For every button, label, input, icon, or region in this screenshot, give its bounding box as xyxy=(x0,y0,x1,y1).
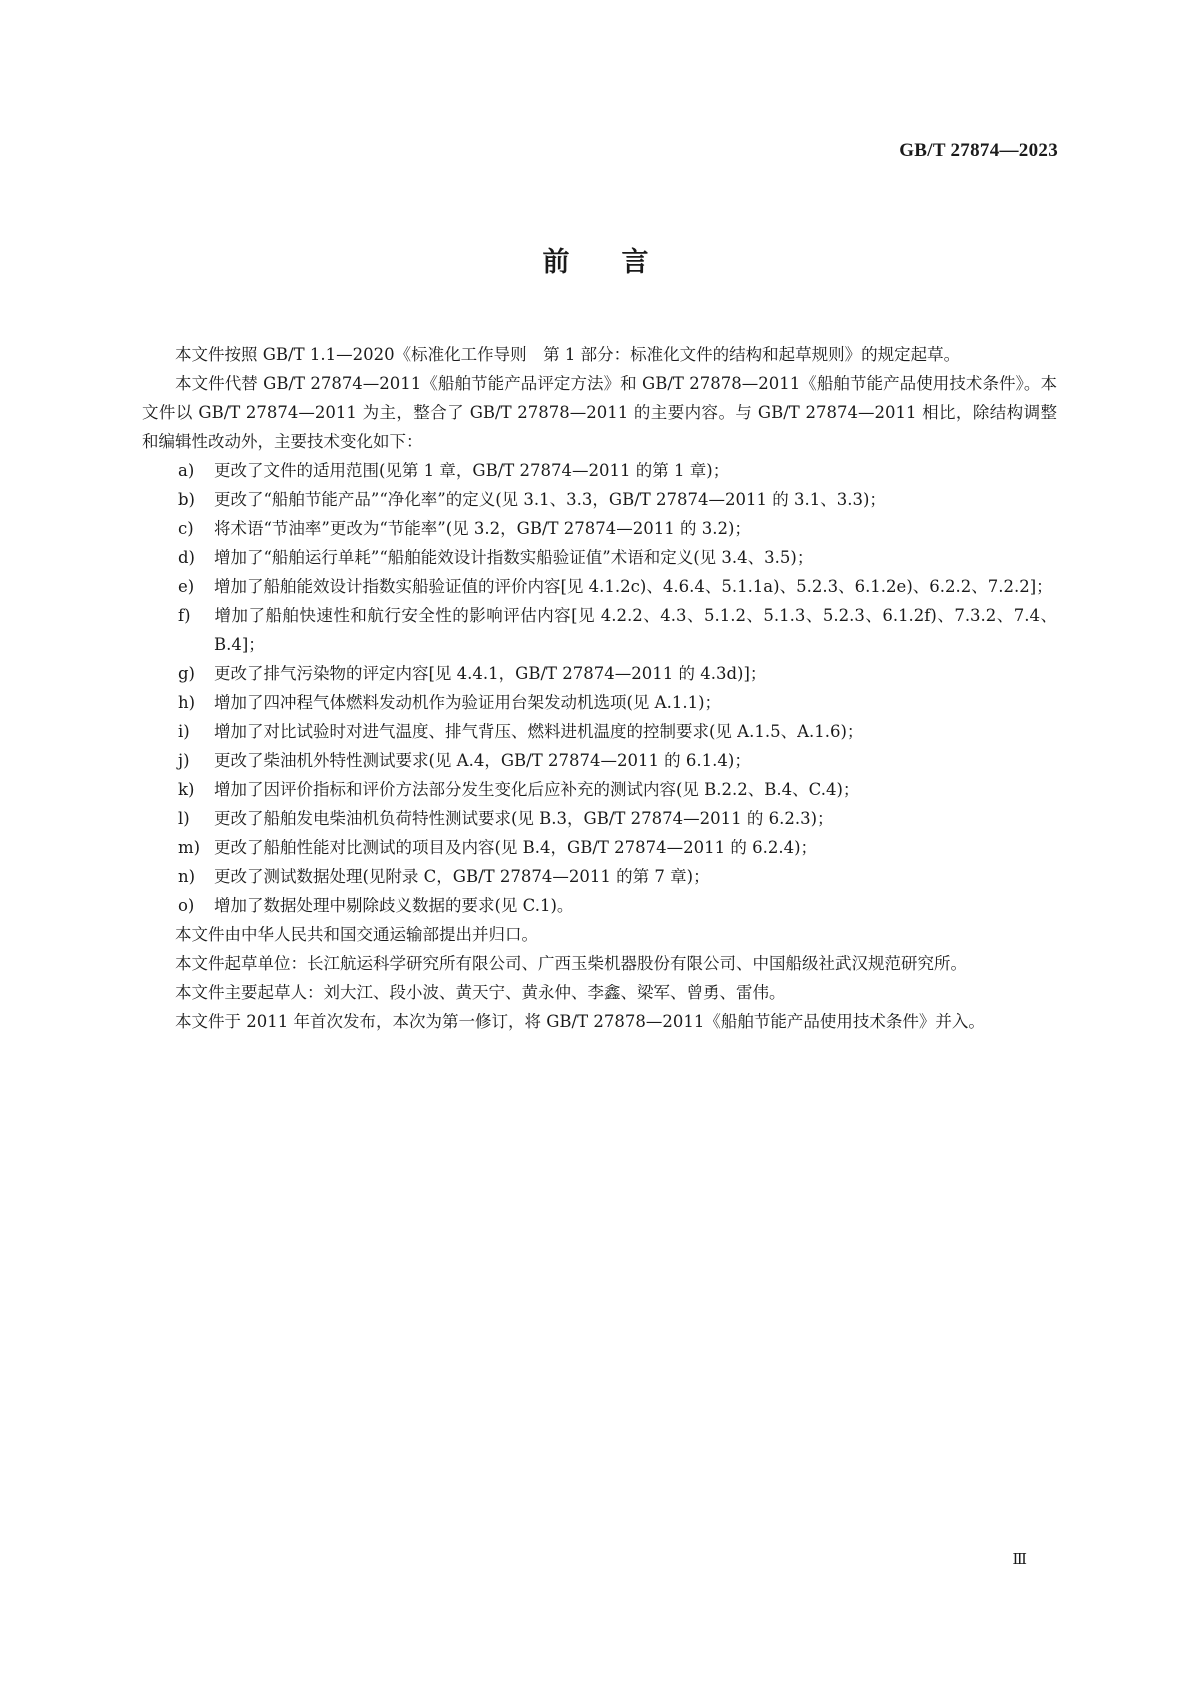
list-item xyxy=(142,833,1057,862)
list-item-text: 更改了“船舶节能产品”“净化率”的定义(见 3.1、3.3，GB/T 27874—2011 的 3.1、3.3)； xyxy=(214,490,886,509)
list-item-text: 增加了四冲程气体燃料发动机作为验证用台架发动机选项(见 A.1.1)； xyxy=(214,693,722,712)
list-item xyxy=(142,688,1057,717)
list-item xyxy=(142,746,1057,775)
list-item-tag: b) xyxy=(178,490,195,509)
list-item xyxy=(142,572,1057,601)
list-item-tag: j) xyxy=(178,751,190,770)
list-item-tag: d) xyxy=(178,548,195,567)
list-item xyxy=(142,659,1057,688)
list-item-text: 增加了因评价指标和评价方法部分发生变化后应补充的测试内容(见 B.2.2、B.4、C.4)； xyxy=(214,780,860,799)
list-item-text: 增加了对比试验时对进气温度、排气背压、燃料进机温度的控制要求(见 A.1.5、A.1.6)； xyxy=(214,722,864,741)
list-item-tag: l) xyxy=(178,809,190,828)
list-item xyxy=(142,891,1057,920)
list-item xyxy=(142,543,1057,572)
list-item-tag: i) xyxy=(178,722,190,741)
list-item-tag: e) xyxy=(178,577,195,596)
document-body xyxy=(142,340,1057,1036)
list-item-tag: a) xyxy=(178,461,195,480)
list-item-tag: o) xyxy=(178,896,195,915)
list-item xyxy=(142,601,1057,659)
intro-paragraph-2: 本文件代替 GB/T 27874—2011《船舶节能产品评定方法》和 GB/T 27878—2011《船舶节能产品使用技术条件》。本文件以 GB/T 27874—2011 为主，整合了 GB/T 27878—2011 的主要内容。与 GB/T 27874—2011 相比，除结构调整和编辑性改动外，主要技术变化如下： xyxy=(142,374,1057,451)
page-number: Ⅲ xyxy=(1012,1550,1027,1568)
list-item-text: 更改了文件的适用范围(见第 1 章，GB/T 27874—2011 的第 1 章)； xyxy=(214,461,730,480)
list-item-text: 增加了船舶快速性和航行安全性的影响评估内容[见 4.2.2、4.3、5.1.2、5.1.3、5.2.3、6.1.2f)、7.3.2、7.4、B.4]； xyxy=(214,606,1057,654)
list-item-tag: n) xyxy=(178,867,196,886)
list-item-tag: m) xyxy=(178,838,201,857)
document-id: GB/T 27874—2023 xyxy=(899,140,1058,161)
list-item-tag: f) xyxy=(178,606,191,625)
drafting-units-paragraph: 本文件起草单位：长江航运科学研究所有限公司、广西玉柴机器股份有限公司、中国船级社武汉规范研究所。 xyxy=(175,954,967,973)
list-item-tag: g) xyxy=(178,664,195,683)
intro-paragraph-1: 本文件按照 GB/T 1.1—2020《标准化工作导则 第 1 部分：标准化文件的结构和起草规则》的规定起草。 xyxy=(175,345,961,364)
list-item-text: 将术语“节油率”更改为“节能率”(见 3.2，GB/T 27874—2011 的 3.2)； xyxy=(214,519,751,538)
list-item-text: 更改了测试数据处理(见附录 C，GB/T 27874—2011 的第 7 章)； xyxy=(214,867,710,886)
list-item-text: 更改了船舶发电柴油机负荷特性测试要求(见 B.3，GB/T 27874—2011 的 6.2.3)； xyxy=(214,809,834,828)
drafters-paragraph: 本文件主要起草人：刘大江、段小波、黄天宁、黄永仲、李鑫、梁军、曾勇、雷伟。 xyxy=(175,983,786,1002)
list-item-tag: h) xyxy=(178,693,196,712)
list-item-text: 更改了船舶性能对比测试的项目及内容(见 B.4，GB/T 27874—2011 的 6.2.4)； xyxy=(214,838,818,857)
list-item xyxy=(142,485,1057,514)
list-item xyxy=(142,514,1057,543)
page-title: 前言 xyxy=(542,247,701,278)
list-item-tag: c) xyxy=(178,519,194,538)
list-item-text: 增加了数据处理中剔除歧义数据的要求(见 C.1)。 xyxy=(214,896,574,915)
proposer-paragraph: 本文件由中华人民共和国交通运输部提出并归口。 xyxy=(175,925,538,944)
list-item xyxy=(142,456,1057,485)
list-item-text: 增加了“船舶运行单耗”“船舶能效设计指数实船验证值”术语和定义(见 3.4、3.5)； xyxy=(214,548,814,567)
list-item-text: 更改了排气污染物的评定内容[见 4.4.1，GB/T 27874—2011 的 4.3d)]； xyxy=(214,664,767,683)
list-item xyxy=(142,804,1057,833)
list-item xyxy=(142,775,1057,804)
history-paragraph: 本文件于 2011 年首次发布，本次为第一修订，将 GB/T 27878—2011《船舶节能产品使用技术条件》并入。 xyxy=(175,1012,985,1031)
list-item xyxy=(142,862,1057,891)
list-item-text: 增加了船舶能效设计指数实船验证值的评价内容[见 4.1.2c)、4.6.4、5.1.1a)、5.2.3、6.1.2e)、6.2.2、7.2.2]； xyxy=(214,577,1053,596)
changes-list xyxy=(142,456,1057,920)
list-item-tag: k) xyxy=(178,780,195,799)
list-item xyxy=(142,717,1057,746)
list-item-text: 更改了柴油机外特性测试要求(见 A.4，GB/T 27874—2011 的 6.1.4)； xyxy=(214,751,751,770)
